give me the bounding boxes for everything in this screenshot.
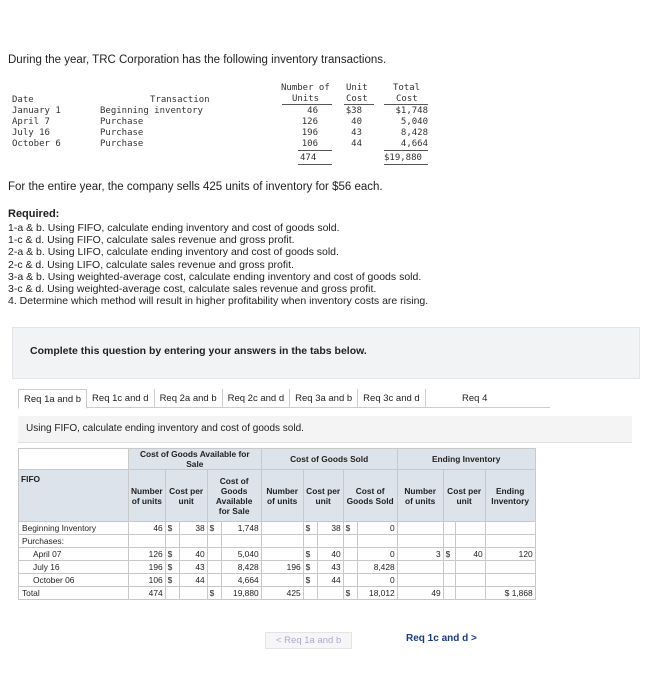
group-available-header: Cost of Goods Available for Sale [129, 449, 262, 470]
cogs-cpu-sign: $ [303, 522, 317, 535]
cogs-sign [343, 574, 357, 587]
end-inv-input[interactable] [485, 561, 535, 574]
txn-units: 46 [307, 106, 318, 116]
cogs-units-input[interactable] [261, 522, 303, 535]
tab-req-2a-b[interactable]: Req 2a and b [155, 389, 223, 407]
cost-cell: 1,748 [221, 522, 261, 535]
tab-req-4[interactable]: Req 4 [462, 393, 488, 404]
cogs-cpu-sign: $ [303, 548, 317, 561]
col-cost-available: Cost of Goods Available for Sale [207, 470, 261, 522]
fifo-corner [19, 449, 129, 470]
cogs-units-input[interactable] [261, 535, 303, 548]
cpu-sign: $ [165, 574, 179, 587]
cpu-sign: $ [165, 548, 179, 561]
end-cpu-sign [443, 587, 455, 600]
txn-header-transaction: Transaction [150, 95, 210, 105]
required-item: 2-c & d. Using LIFO, calculate sales revenue and gross profit. [8, 258, 294, 271]
required-item: 4. Determine which method will result in higher profitability when inventory costs are rising. [8, 295, 429, 308]
col-cogs-units: Number of units [261, 470, 303, 522]
txn-total-cost: $19,880 [384, 153, 422, 163]
cpu-cell [179, 535, 207, 548]
cogs-sign [343, 535, 357, 548]
required-title: Required: [8, 208, 60, 220]
txn-units: 196 [301, 128, 318, 138]
cogs-units-input[interactable] [261, 548, 303, 561]
txn-unit_cost: 43 [351, 128, 362, 138]
fifo-row [19, 587, 536, 600]
txn-header-units-2: Units [292, 94, 320, 104]
instruction-text: Complete this question by entering your answers in the tabs below. [30, 345, 367, 357]
end-units-input[interactable] [397, 574, 443, 587]
cogs-sign [343, 548, 357, 561]
row-label: Beginning Inventory [19, 522, 129, 535]
cogs-units-input[interactable]: 425 [261, 587, 303, 600]
fifo-body [19, 522, 536, 600]
units-cell: 126 [129, 548, 166, 561]
txn-transaction: Beginning inventory [100, 106, 203, 116]
txn-header-total-2: Cost [396, 94, 418, 104]
units-cell: 106 [129, 574, 166, 587]
end-cpu-sign [443, 535, 455, 548]
txn-date: July 16 [12, 128, 50, 138]
row-label: October 06 [19, 574, 129, 587]
end-inv-input[interactable] [485, 522, 535, 535]
intro-text: During the year, TRC Corporation has the following inventory transactions. [8, 54, 387, 66]
fifo-label: FIFO [19, 470, 129, 522]
cogs-sign: $ [343, 587, 357, 600]
row-label: Total [19, 587, 129, 600]
cost-cell [221, 535, 261, 548]
cpu-sign: $ [165, 561, 179, 574]
units-cell: 196 [129, 561, 166, 574]
prev-req-button[interactable]: < Req 1a and b [265, 632, 352, 649]
txn-unit_cost: $38 [345, 106, 362, 116]
cogs-cpu-sign: $ [303, 574, 317, 587]
txn-header-date: Date [12, 95, 34, 105]
required-list [8, 222, 428, 307]
cpu-cell: 43 [179, 561, 207, 574]
cogs-input[interactable] [357, 535, 397, 548]
row-label: July 16 [19, 561, 129, 574]
txn-date: January 1 [12, 106, 61, 116]
cogs-input[interactable]: 0 [357, 548, 397, 561]
txn-date: October 6 [12, 139, 61, 149]
tab-req-3c-d[interactable]: Req 3c and d [358, 389, 426, 407]
cogs-sign [343, 561, 357, 574]
row-label: April 07 [19, 548, 129, 561]
group-cogs-header: Cost of Goods Sold [261, 449, 397, 470]
end-units-input[interactable]: 3 [397, 548, 443, 561]
tab-req-2c-d[interactable]: Req 2c and d [223, 389, 291, 407]
fifo-row [19, 535, 536, 548]
txn-transaction: Purchase [100, 139, 144, 149]
cpu-sign [165, 535, 179, 548]
txn-total: 8,428 [400, 128, 428, 138]
end-units-input[interactable]: 49 [397, 587, 443, 600]
sales-text: For the entire year, the company sells 425 units of inventory for $56 each. [8, 181, 383, 193]
cost-sign: $ [207, 522, 221, 535]
txn-total: 4,664 [400, 139, 428, 149]
required-item: 3-c & d. Using weighted-average cost, calculate sales revenue and gross profit. [8, 283, 377, 296]
end-cpu-cell [455, 535, 485, 548]
end-cpu-sign: $ [443, 548, 455, 561]
txn-header-total-1: Total [393, 83, 421, 93]
tab-req-1a-b[interactable]: Req 1a and b [18, 389, 87, 409]
fifo-row [19, 548, 536, 561]
cost-cell: 19,880 [221, 587, 261, 600]
cogs-cpu-cell: 44 [317, 574, 343, 587]
txn-total-units: 474 [300, 153, 317, 163]
txn-unit_cost: 44 [351, 139, 362, 149]
txn-total: 5,040 [400, 117, 428, 127]
cost-cell: 5,040 [221, 548, 261, 561]
end-cpu-sign [443, 561, 455, 574]
col-cogs-cpu: Cost per unit [303, 470, 343, 522]
cogs-sign: $ [343, 522, 357, 535]
col-cogs-total: Cost of Goods Sold [343, 470, 397, 522]
divider [384, 150, 428, 151]
txn-transaction: Purchase [100, 117, 144, 127]
cpu-cell [179, 587, 207, 600]
end-cpu-cell [455, 522, 485, 535]
end-cpu-cell [455, 574, 485, 587]
cogs-cpu-sign: $ [303, 561, 317, 574]
cogs-cpu-sign [303, 535, 317, 548]
divider [298, 164, 332, 165]
txn-total: $1,748 [395, 106, 428, 116]
cogs-input[interactable]: 0 [357, 522, 397, 535]
cost-sign [207, 548, 221, 561]
end-inv-input[interactable] [485, 535, 535, 548]
tab-req-1c-d[interactable]: Req 1c and d [87, 389, 155, 407]
cost-sign [207, 574, 221, 587]
cost-cell: 8,428 [221, 561, 261, 574]
cogs-cpu-cell: 38 [317, 522, 343, 535]
end-units-input[interactable] [397, 522, 443, 535]
cost-sign [207, 561, 221, 574]
col-end-units: Number of units [397, 470, 443, 522]
cogs-cpu-sign [303, 587, 317, 600]
units-cell: 474 [129, 587, 166, 600]
end-inv-input[interactable]: 120 [485, 548, 535, 561]
required-item: 1-c & d. Using FIFO, calculate sales revenue and gross profit. [8, 234, 295, 247]
fifo-row [19, 574, 536, 587]
cogs-cpu-cell: 43 [317, 561, 343, 574]
cost-cell: 4,664 [221, 574, 261, 587]
required-item: 3-a & b. Using weighted-average cost, calculate ending inventory and cost of goods sold. [8, 270, 422, 283]
fifo-row [19, 561, 536, 574]
cost-sign [207, 535, 221, 548]
cpu-cell: 44 [179, 574, 207, 587]
txn-units: 106 [301, 139, 318, 149]
cogs-cpu-cell [317, 535, 343, 548]
cogs-cpu-cell: 40 [317, 548, 343, 561]
cogs-input[interactable]: 0 [357, 574, 397, 587]
col-end-cost: Cost per unit [443, 470, 485, 522]
col-end-inv: Ending Inventory [485, 470, 535, 522]
group-ending-header: Ending Inventory [397, 449, 535, 470]
col-cost-per-unit: Cost per unit [165, 470, 207, 522]
row-label: Purchases: [19, 535, 129, 548]
txn-unit_cost: 40 [351, 117, 362, 127]
task-text: Using FIFO, calculate ending inventory and cost of goods sold. [26, 423, 304, 434]
required-item: 2-a & b. Using LIFO, calculate ending inventory and cost of goods sold. [8, 246, 339, 259]
end-cpu-cell [455, 561, 485, 574]
cpu-sign [165, 587, 179, 600]
end-inv-input[interactable] [485, 574, 535, 587]
cost-sign: $ [207, 587, 221, 600]
txn-units: 126 [301, 117, 318, 127]
required-item: 1-a & b. Using FIFO, calculate ending inventory and cost of goods sold. [8, 222, 340, 234]
next-req-button[interactable]: Req 1c and d > [406, 633, 477, 644]
txn-date: April 7 [12, 117, 50, 127]
divider [298, 150, 332, 151]
cpu-sign: $ [165, 522, 179, 535]
col-number-units: Number of units [129, 470, 166, 522]
end-units-input[interactable] [397, 561, 443, 574]
divider [384, 164, 428, 165]
end-cpu-cell [455, 587, 485, 600]
tab-req-3a-b[interactable]: Req 3a and b [290, 389, 358, 407]
units-cell: 46 [129, 522, 166, 535]
end-cpu-cell: 40 [455, 548, 485, 561]
cogs-cpu-cell [317, 587, 343, 600]
txn-header-unitcost-2: Cost [346, 94, 368, 104]
txn-transaction: Purchase [100, 128, 144, 138]
txn-header-units-1: Number of [281, 83, 330, 93]
end-cpu-sign [443, 574, 455, 587]
end-cpu-sign [443, 522, 455, 535]
fifo-row [19, 522, 536, 535]
cogs-input[interactable]: 8,428 [357, 561, 397, 574]
end-units-input[interactable] [397, 535, 443, 548]
cpu-cell: 38 [179, 522, 207, 535]
cogs-units-input[interactable] [261, 574, 303, 587]
end-inv-input[interactable]: $ 1,868 [485, 587, 535, 600]
cogs-units-input[interactable]: 196 [261, 561, 303, 574]
fifo-table [18, 448, 536, 600]
cpu-cell: 40 [179, 548, 207, 561]
txn-header-unitcost-1: Unit [346, 83, 368, 93]
cogs-input[interactable]: 18,012 [357, 587, 397, 600]
units-cell [129, 535, 166, 548]
